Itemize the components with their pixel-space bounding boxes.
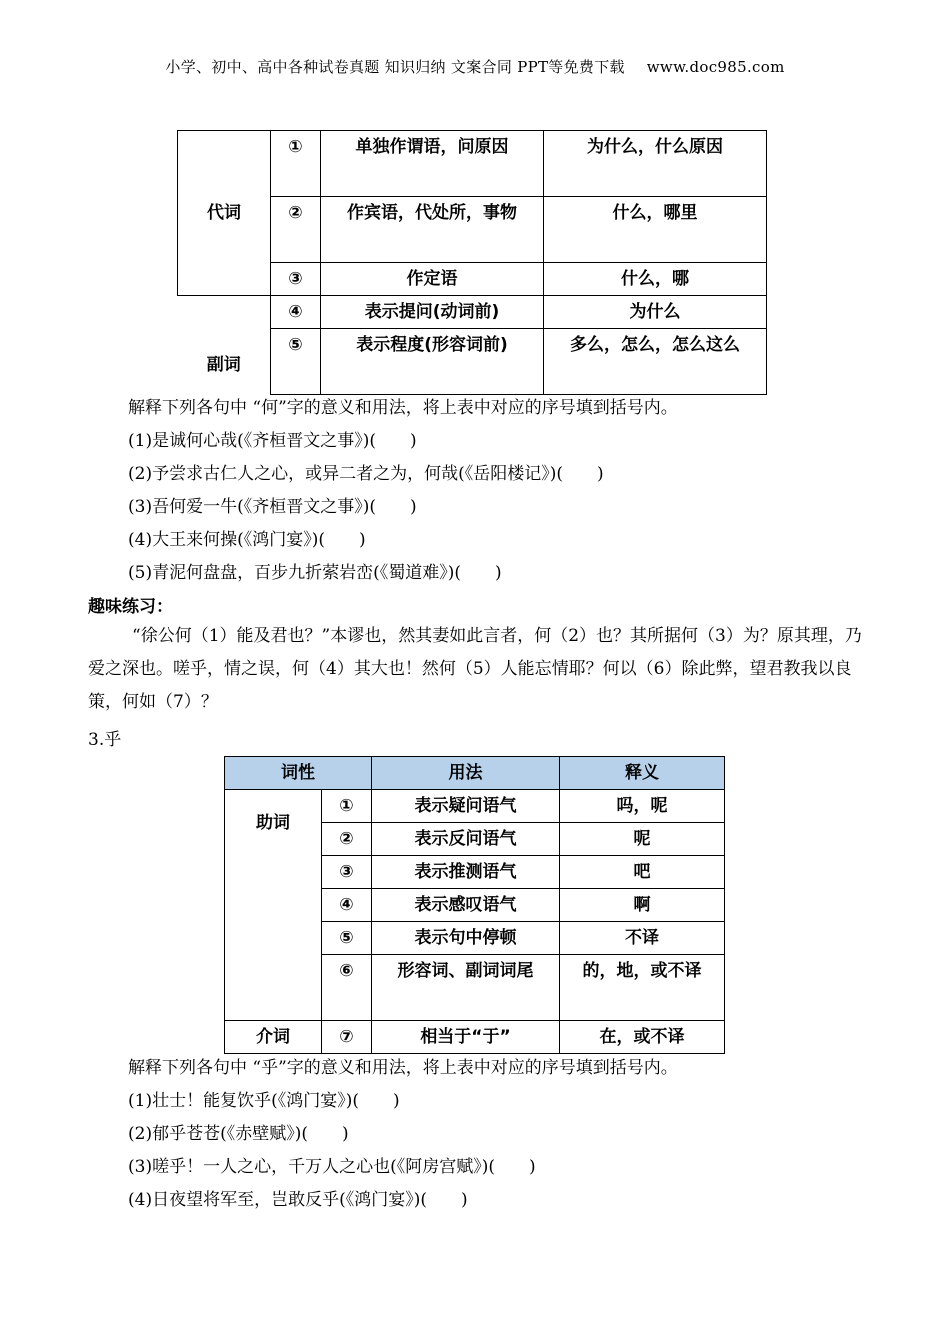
meaning-cell: 的，地，或不译 xyxy=(560,955,725,1021)
meaning-cell: 啊 xyxy=(560,889,725,922)
col-header-pos: 词性 xyxy=(225,757,372,790)
meaning-cell: 呢 xyxy=(560,823,725,856)
num-cell: ④ xyxy=(322,889,372,922)
he-instruction: 解释下列各句中 “何”字的意义和用法，将上表中对应的序号填到括号内。 xyxy=(128,398,678,418)
hu-item-4: (4)日夜望将军至，岂敢反乎(《鸿门宴》)( ) xyxy=(128,1190,468,1210)
hu-item-3: (3)嗟乎！一人之心，千万人之心也(《阿房宫赋》)( ) xyxy=(128,1157,536,1177)
num-cell: ① xyxy=(271,131,321,197)
header-url[interactable]: www.doc985.com xyxy=(646,58,785,76)
table-row xyxy=(178,131,767,197)
he-item-1: (1)是诚何心哉(《齐桓晋文之事》)( ) xyxy=(128,431,417,451)
usage-cell: 表示提问(动词前) xyxy=(321,296,544,329)
usage-cell: 形容词、副词词尾 xyxy=(372,955,560,1021)
num-cell: ⑦ xyxy=(322,1021,372,1054)
meaning-cell: 为什么 xyxy=(544,296,767,329)
page-header xyxy=(0,56,950,77)
usage-cell: 相当于“于” xyxy=(372,1021,560,1054)
num-cell: ① xyxy=(322,790,372,823)
num-cell: ⑤ xyxy=(322,922,372,955)
he-item-2: (2)予尝求古仁人之心，或异二者之为，何哉(《岳阳楼记》)( ) xyxy=(128,464,604,484)
num-cell: ④ xyxy=(271,296,321,329)
num-cell: ③ xyxy=(271,263,321,296)
hu-item-2: (2)郁乎苍苍(《赤壁赋》)( ) xyxy=(128,1124,349,1144)
usage-cell: 作定语 xyxy=(321,263,544,296)
he-usage-table xyxy=(177,130,767,395)
pos-cell: 代词 xyxy=(178,131,271,296)
meaning-cell: 为什么，什么原因 xyxy=(544,131,767,197)
fun-practice-title: 趣味练习： xyxy=(88,597,173,617)
meaning-cell: 不译 xyxy=(560,922,725,955)
usage-cell: 表示程度(形容词前) xyxy=(321,329,544,395)
he-item-3: (3)吾何爱一牛(《齐桓晋文之事》)( ) xyxy=(128,497,417,517)
meaning-cell: 什么，哪 xyxy=(544,263,767,296)
he-item-5: (5)青泥何盘盘，百步九折萦岩峦(《蜀道难》)( ) xyxy=(128,563,502,583)
meaning-cell: 吗，呢 xyxy=(560,790,725,823)
pos-cell: 副词 xyxy=(178,296,271,395)
header-text: 小学、初中、高中各种试卷真题 知识归纳 文案合同 PPT等免费下载 xyxy=(165,58,625,76)
meaning-cell: 在，或不译 xyxy=(560,1021,725,1054)
hu-usage-table xyxy=(224,756,725,1054)
usage-cell: 单独作谓语，问原因 xyxy=(321,131,544,197)
usage-cell: 表示疑问语气 xyxy=(372,790,560,823)
usage-cell: 表示句中停顿 xyxy=(372,922,560,955)
hu-item-1: (1)壮士！能复饮乎(《鸿门宴》)( ) xyxy=(128,1091,400,1111)
pos-cell: 介词 xyxy=(225,1021,322,1054)
table-row xyxy=(225,790,725,823)
he-item-4: (4)大王来何操(《鸿门宴》)( ) xyxy=(128,530,366,550)
num-cell: ③ xyxy=(322,856,372,889)
meaning-cell: 吧 xyxy=(560,856,725,889)
hu-instruction: 解释下列各句中 “乎”字的意义和用法，将上表中对应的序号填到括号内。 xyxy=(128,1058,678,1078)
num-cell: ⑤ xyxy=(271,329,321,395)
usage-cell: 表示推测语气 xyxy=(372,856,560,889)
table-row xyxy=(178,296,767,329)
usage-cell: 表示感叹语气 xyxy=(372,889,560,922)
meaning-cell: 多么，怎么，怎么这么 xyxy=(544,329,767,395)
col-header-usage: 用法 xyxy=(372,757,560,790)
pos-cell: 助词 xyxy=(225,790,322,1021)
col-header-meaning: 释义 xyxy=(560,757,725,790)
table-row xyxy=(225,1021,725,1054)
hu-heading: 3.乎 xyxy=(88,730,122,750)
table-header-row xyxy=(225,757,725,790)
num-cell: ⑥ xyxy=(322,955,372,1021)
fun-practice-paragraph: “徐公何（1）能及君也？”本谬也，然其妻如此言者，何（2）也？其所据何（3）为？原其理，乃爱之深也。嗟乎，情之误，何（4）其大也！然何（5）人能忘情耶？何以（6）除此弊，望君教我以良策，何如（7）？ xyxy=(88,626,862,712)
usage-cell: 作宾语，代处所，事物 xyxy=(321,197,544,263)
num-cell: ② xyxy=(322,823,372,856)
meaning-cell: 什么，哪里 xyxy=(544,197,767,263)
usage-cell: 表示反问语气 xyxy=(372,823,560,856)
num-cell: ② xyxy=(271,197,321,263)
